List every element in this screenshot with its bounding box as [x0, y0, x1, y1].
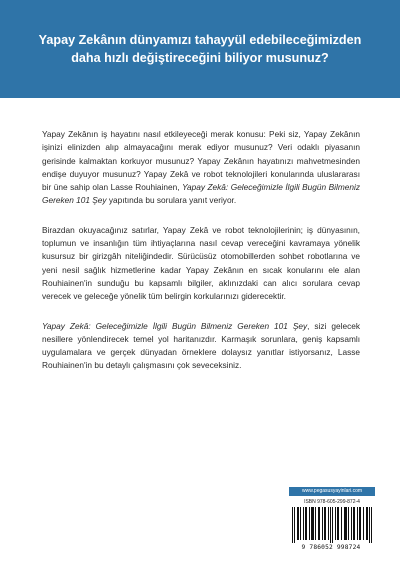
- blurb-paragraph-2: [42, 224, 360, 304]
- headline-line-1: Yapay Zekânın dünyamızı tahayyül edebileceğimizden: [38, 33, 362, 47]
- paragraph-2-text: Birazdan okuyacağınız satırlar, Yapay Zekâ ve robot teknolojilerinin; iş dünyasının, toplumun ve insanlığın tüm ihtiyaçlarına nasıl cevap vereceğini kavramaya yönelik kusursuz bir girizgâh niteliğindedir. Sürücüsüz otomobillerden sohbet robotlarına ve yeni nesil sağlık hizmetlerine kadar Yapay Zekânın en sıcak konularını ele alan Rouhiainen'in sunduğu bu kapsamlı bilgiler, aklınızdaki can alıcı sorulara cevap verecek ve geleceğe yönelik tüm belirgin korkularınızı giderecektir.: [42, 224, 360, 302]
- headline-line-2: daha hızlı değiştireceğini biliyor musunuz?: [71, 51, 329, 65]
- blurb-paragraph-3: [42, 320, 360, 373]
- headline-banner: [0, 0, 400, 98]
- paragraph-3-text: , sizi gelecek nesillere yönlendirecek temel yol haritanızdır. Karmaşık sorunlara, geniş kapsamlı uygulamalara ve gerçek dünyadan örneklere dolaysız yanıtlar istiyorsanız, Lasse Rouhiainen'in bu detaylı çalışmasını çok seveceksiniz.: [42, 320, 360, 371]
- paragraph-1-tail: yapıtında bu sorulara yanıt veriyor.: [106, 195, 237, 206]
- blurb: [42, 128, 360, 373]
- blurb-paragraph-1: [42, 128, 360, 208]
- barcode-icon: [291, 507, 373, 543]
- publisher-website: www.pegasusyayinlari.com: [289, 487, 375, 496]
- headline: [39, 31, 362, 67]
- paragraph-1-book-title: Yapay Zekâ: Geleceğimizle İlgili Bugün Bilmeniz Gereken 101 Şey: [42, 182, 360, 206]
- isbn-label: ISBN 978-605-299-872-4: [304, 499, 360, 505]
- paragraph-3-book-title: Yapay Zekâ: Geleceğimizle İlgili Bugün Bilmeniz Gereken 101 Şey: [42, 320, 308, 331]
- barcode-digits: 9 786052 998724: [301, 544, 361, 551]
- paragraph-1-text: Yapay Zekânın iş hayatını nasıl etkileyeceği merak konusu: Peki siz, Yapay Zekânın işinizi elinizden alıp almayacağını merak ediyor musunuz? Veri odaklı piyasanın gerisinde kalmaktan korkuyor musunuz? Yapay Zekânın hayatınızı mahvetmesinden endişe duyuyor musunuz? Yapay Zekâ ve robot teknolojileri konularında uluslararası bir üne sahip olan Lasse Rouhiainen,: [42, 129, 360, 193]
